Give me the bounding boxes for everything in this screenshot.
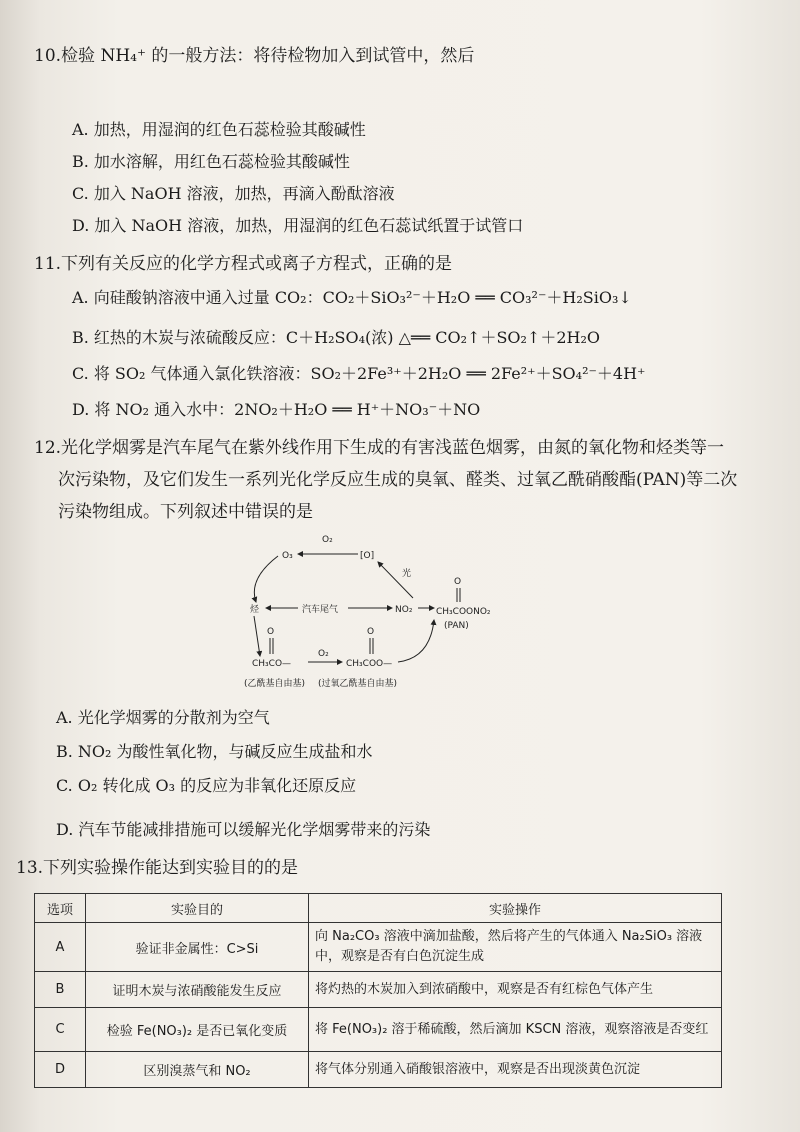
diagram-pan-label: (PAN) xyxy=(444,621,469,631)
row-d-option: D xyxy=(35,1052,86,1088)
row-b-operation: 将灼热的木炭加入到浓硝酸中，观察是否有红棕色气体产生 xyxy=(309,972,722,1008)
diagram-peroxy-carbonyl-o: O xyxy=(367,627,375,637)
row-b-purpose: 证明木炭与浓硝酸能发生反应 xyxy=(86,972,309,1008)
q10-option-a: A. 加热，用湿润的红色石蕊检验其酸碱性 xyxy=(72,120,366,139)
arrow-no2-to-o xyxy=(378,562,413,598)
row-a-purpose: 验证非金属性：C>Si xyxy=(86,923,309,972)
row-c-option: C xyxy=(35,1008,86,1052)
row-b-option: B xyxy=(35,972,86,1008)
q10-stem-line1: 10.检验 NH₄⁺ 的一般方法：将待检物加入到试管中，然后 xyxy=(34,46,475,66)
diagram-light: 光 xyxy=(402,569,412,579)
diagram-acetyl: CH₃CO— xyxy=(252,659,292,669)
q12-stem-line3: 污染物组成。下列叙述中错误的是 xyxy=(58,502,313,522)
table-row xyxy=(35,1052,722,1088)
diagram-peroxyacetyl: CH₃COO— xyxy=(346,659,393,669)
header-operation: 实验操作 xyxy=(309,894,722,923)
q13-stem: 13.下列实验操作能达到实验目的的是 xyxy=(16,858,299,878)
q10-option-b: B. 加水溶解，用红色石蕊检验其酸碱性 xyxy=(72,152,350,171)
diagram-o2-bottom: O₂ xyxy=(318,649,329,659)
arrow-hydrocarbon-to-acetyl xyxy=(254,616,260,656)
q13-experiment-table xyxy=(34,893,722,1088)
table-row xyxy=(35,1008,722,1052)
q11-stem: 11.下列有关反应的化学方程式或离子方程式，正确的是 xyxy=(34,254,453,274)
row-d-operation: 将气体分别通入硝酸银溶液中，观察是否出现淡黄色沉淀 xyxy=(309,1052,722,1088)
diagram-peroxy-name: (过氧乙酰基自由基) xyxy=(318,679,398,689)
diagram-o-bracket: [O] xyxy=(360,551,375,561)
header-purpose: 实验目的 xyxy=(86,894,309,923)
header-option: 选项 xyxy=(35,894,86,923)
q12-stem-line1: 12.光化学烟雾是汽车尾气在紫外线作用下生成的有害浅蓝色烟雾，由氮的氧化物和烃类等一 xyxy=(34,438,725,458)
row-d-purpose: 区别溴蒸气和 NO₂ xyxy=(86,1052,309,1088)
q12-option-d: D. 汽车节能减排措施可以缓解光化学烟雾带来的污染 xyxy=(56,820,431,839)
table-row xyxy=(35,972,722,1008)
q10-option-d: D. 加入 NaOH 溶液，加热，用湿润的红色石蕊试纸置于试管口 xyxy=(72,216,524,235)
row-a-operation: 向 Na₂CO₃ 溶液中滴加盐酸，然后将产生的气体通入 Na₂SiO₃ 溶液中，观察是否有白色沉淀生成 xyxy=(309,923,722,972)
table-row xyxy=(35,923,722,972)
row-c-purpose: 检验 Fe(NO₃)₂ 是否已氧化变质 xyxy=(86,1008,309,1052)
arrow-o3-to-hydrocarbon xyxy=(254,556,278,602)
diagram-no2: NO₂ xyxy=(395,605,413,615)
diagram-pan-carbonyl-o: O xyxy=(454,577,462,587)
photochemical-smog-diagram xyxy=(238,524,491,694)
diagram-acetyl-name: (乙酰基自由基) xyxy=(244,679,306,689)
table-header-row xyxy=(35,894,722,923)
row-a-option: A xyxy=(35,923,86,972)
diagram-hydrocarbon: 烃 xyxy=(250,605,260,615)
q11-option-c: C. 将 SO₂ 气体通入氯化铁溶液：SO₂＋2Fe³⁺＋2H₂O ══ 2Fe²⁺＋SO₄²⁻＋4H⁺ xyxy=(72,364,646,383)
q12-option-b: B. NO₂ 为酸性氧化物，与碱反应生成盐和水 xyxy=(56,742,373,761)
diagram-acetyl-carbonyl-o: O xyxy=(267,627,275,637)
q11-option-b: B. 红热的木炭与浓硫酸反应：C＋H₂SO₄(浓) △══ CO₂↑＋SO₂↑＋2H₂O xyxy=(72,328,601,347)
diagram-o3: O₃ xyxy=(282,551,293,561)
diagram-car-exhaust: 汽车尾气 xyxy=(302,605,339,615)
diagram-pan-formula: CH₃COONO₂ xyxy=(436,607,491,617)
q12-option-a: A. 光化学烟雾的分散剂为空气 xyxy=(56,708,270,727)
q11-option-d: D. 将 NO₂ 通入水中：2NO₂＋H₂O ══ H⁺＋NO₃⁻＋NO xyxy=(72,400,481,419)
q12-option-c: C. O₂ 转化成 O₃ 的反应为非氧化还原反应 xyxy=(56,776,357,795)
q12-stem-line2: 次污染物，及它们发生一系列光化学反应生成的臭氧、醛类、过氧乙酰硝酸酯(PAN)等二次 xyxy=(58,470,738,490)
q11-option-a: A. 向硅酸钠溶液中通入过量 CO₂：CO₂＋SiO₃²⁻＋H₂O ══ CO₃²⁻＋H₂SiO₃↓ xyxy=(72,288,632,307)
arrow-peroxy-to-pan xyxy=(398,620,434,662)
row-c-operation: 将 Fe(NO₃)₂ 溶于稀硫酸，然后滴加 KSCN 溶液，观察溶液是否变红 xyxy=(309,1008,722,1052)
q10-option-c: C. 加入 NaOH 溶液，加热，再滴入酚酞溶液 xyxy=(72,184,395,203)
diagram-o2-top: O₂ xyxy=(322,535,333,545)
